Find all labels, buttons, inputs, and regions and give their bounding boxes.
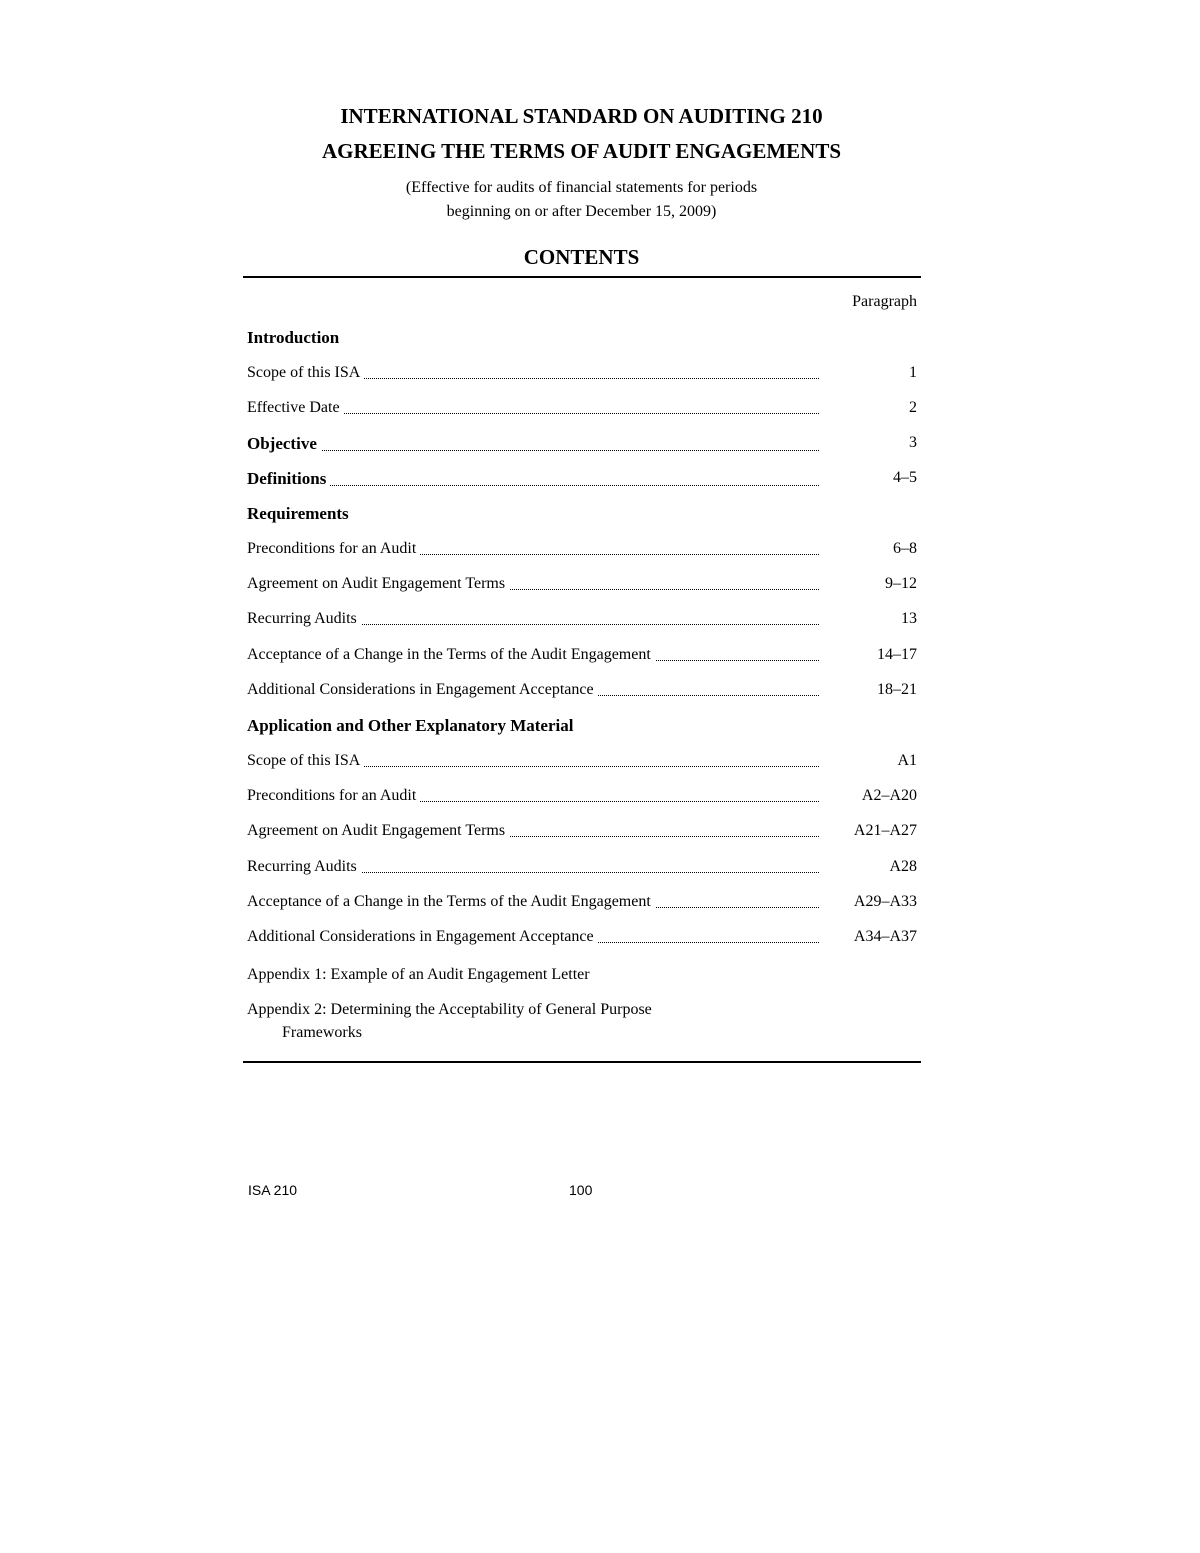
toc-entry-effective-date [247,399,819,417]
toc-entry-label: Scope of this ISA [247,752,364,769]
contents-bottom-rule [243,1061,921,1063]
toc-entry-paragraph: 2 [909,399,917,416]
toc-entry-paragraph: A2–A20 [861,787,917,804]
toc-entry-paragraph: 4–5 [893,469,917,486]
document-title-line-1: INTERNATIONAL STANDARD ON AUDITING 210 [340,104,823,128]
toc-entry-label: Preconditions for an Audit [247,540,420,557]
toc-entry-additional-considerations [247,928,819,946]
toc-entry-paragraph: 6–8 [893,540,917,557]
contents-top-rule [243,276,921,278]
toc-entry-agreement-terms [247,575,819,593]
toc-entry-preconditions [247,540,819,558]
effective-date-note-line-1: (Effective for audits of financial statements for periods [405,179,758,196]
toc-entry-paragraph: A28 [889,858,917,875]
effective-date-note-line-2: beginning on or after December 15, 2009) [446,203,717,220]
toc-entry-definitions [247,469,819,489]
toc-entry-label: Effective Date [247,399,344,416]
footer-page-number: 100 [569,1182,593,1198]
contents-heading: CONTENTS [523,245,640,269]
toc-entry-paragraph: 9–12 [885,575,917,592]
toc-entry-label: Agreement on Audit Engagement Terms [247,575,509,592]
document-title-line-2: AGREEING THE TERMS OF AUDIT ENGAGEMENTS [321,139,842,163]
toc-entry-paragraph: 1 [909,364,917,381]
section-heading-requirements: Requirements [247,504,349,523]
toc-entry-label: Recurring Audits [247,858,361,875]
toc-entry-paragraph: 13 [901,610,917,627]
toc-entry-objective [247,434,819,454]
toc-entry-paragraph: A34–A37 [853,928,917,945]
toc-appendix-2 [247,998,807,1044]
toc-entry-agreement-terms [247,822,819,840]
paragraph-column-label: Paragraph [852,293,917,310]
toc-appendix-2-line-1: Appendix 2: Determining the Acceptability of General Purpose [247,1001,652,1018]
toc-entry-label: Preconditions for an Audit [247,787,420,804]
toc-entry-scope [247,364,819,382]
toc-entry-label: Acceptance of a Change in the Terms of the Audit Engagement [247,893,655,910]
toc-entry-paragraph: 18–21 [877,681,917,698]
toc-entry-paragraph: 14–17 [877,646,917,663]
toc-entry-paragraph: A21–A27 [853,822,917,839]
toc-entry-label: Recurring Audits [247,610,361,627]
toc-appendix-2-line-2: Frameworks [282,1024,362,1041]
toc-entry-label: Definitions [247,469,330,488]
toc-entry-recurring-audits [247,610,819,628]
toc-entry-change-terms [247,646,819,664]
toc-entry-label: Agreement on Audit Engagement Terms [247,822,509,839]
toc-entry-label: Scope of this ISA [247,364,364,381]
toc-entry-paragraph: A29–A33 [853,893,917,910]
footer-standard-reference: ISA 210 [248,1182,298,1198]
toc-appendix-1: Appendix 1: Example of an Audit Engagement Letter [247,966,590,983]
toc-entry-recurring-audits [247,858,819,876]
toc-entry-label: Additional Considerations in Engagement Acceptance [247,681,598,698]
toc-entry-label: Objective [247,434,321,453]
toc-entry-label: Acceptance of a Change in the Terms of the Audit Engagement [247,646,655,663]
toc-entry-paragraph: 3 [909,434,917,451]
toc-entry-paragraph: A1 [897,752,917,769]
toc-entry-scope [247,752,819,770]
section-heading-introduction: Introduction [247,328,340,347]
toc-entry-preconditions [247,787,819,805]
toc-entry-label: Additional Considerations in Engagement Acceptance [247,928,598,945]
toc-entry-change-terms [247,893,819,911]
toc-entry-additional-considerations [247,681,819,699]
section-heading-application: Application and Other Explanatory Material [247,716,574,735]
